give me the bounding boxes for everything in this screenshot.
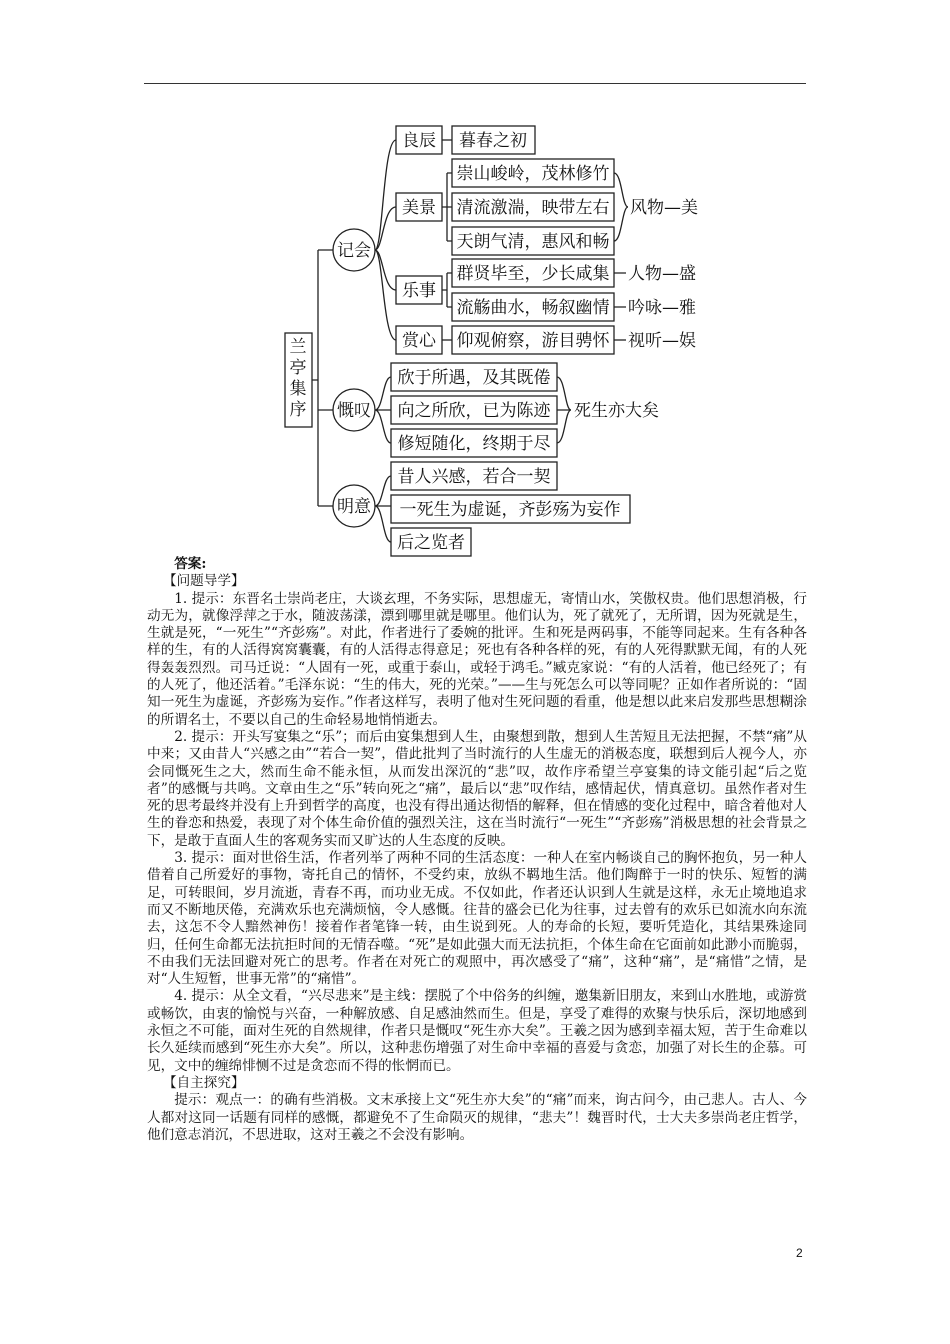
mingyi-item-3: 后之览者 (397, 533, 465, 553)
gaitan-brace (375, 377, 391, 443)
leshi-summary-1: 人物—盛 (628, 264, 696, 284)
answer-section (147, 556, 807, 1144)
gaitan-summary-brace (557, 377, 571, 443)
meijing-item-3: 天朗气清，惠风和畅 (456, 232, 610, 252)
root-char-2: 亭 (289, 358, 307, 378)
answer-paragraph-1: 1. 提示：东晋名士崇尚老庄，大谈玄理，不务实际，思想虚无，寄情山水，笑傲权贵。他们思想消极，行动无为，就像浮萍之于水，随波荡漾，漂到哪里就是哪里。他们认为，死了就死了，无所谓，因为死就是生，生就是死，“一死生”“齐彭殇”。对此，作者进行了委婉的批评。生和死是两码事，不能等同起来。生有各种各样的生，有的人活得窝窝囊囊，有的人活得志得意足；死也有各种各样的死，有的人死得默默无闻，有的人死得轰轰烈烈。司马迁说：“人固有一死，或重于泰山，或轻于鸿毛。”臧克家说：“有的人活着，他已经死了；有的人死了，他还活着。”毛泽东说：“生的伟大，死的光荣。”——生与死怎么可以等同呢？正如作者所说的：“固知一死生为虚诞，齐彭殇为妄作。”作者这样写，表明了他对生死问题的看重，他是想以此来启发那些思想糊涂的所谓名士，不要以自己的生命轻易地悄悄逝去。 (147, 590, 807, 728)
root-char-3: 集 (289, 379, 307, 399)
section-heading-zizhu: 【自主探究】 (163, 1074, 245, 1091)
leshi-summary-2: 吟咏—雅 (628, 298, 696, 318)
leshi-label: 乐事 (402, 281, 436, 301)
mingyi-label: 明意 (337, 497, 371, 517)
leshi-brace (442, 273, 452, 307)
root-char-4: 序 (289, 400, 307, 420)
liangchen-item: 暮春之初 (459, 131, 527, 151)
leshi-item-2: 流觞曲水，畅叙幽情 (456, 298, 610, 318)
shangxin-label: 赏心 (402, 331, 436, 351)
answer-paragraph-5: 提示：观点一：的确有些消极。文末承接上文“死生亦大矣”的“痛”而来，询古问今，由己悲人。古人、今人都对这同一话题有同样的感慨，都避免不了生命陨灭的规律，“悲夫”！魏晋时代，士大夫多崇尚老庄哲学，他们意志消沉，不思进取，这对王羲之不会没有影响。 (147, 1092, 807, 1143)
root-brace (312, 250, 333, 506)
shangxin-item: 仰观俯察，游目骋怀 (456, 331, 610, 351)
shangxin-summary: 视听—娱 (628, 331, 696, 351)
leshi-summary-lines (614, 273, 626, 307)
gaitan-item-1: 欣于所遇，及其既倦 (397, 368, 551, 388)
answer-paragraph-4: 4. 提示：从全文看，“兴尽悲来”是主线：摆脱了个中俗务的纠缠，邀集新旧朋友，来到山水胜地，或游赏或畅饮，由衷的愉悦与兴奋，一种解放感、自足感油然而生。但是，享受了难得的欢聚与快乐后，深切地感到永恒之不可能，面对生死的自然规律，作者只是慨叹“死生亦大矣”。王羲之因为感到幸福太短，苦于生命难以长久延续而感到“死生亦大矣”。所以，这种悲伤增强了对生命中幸福的喜爱与贪恋，加强了对长生的企慕。可见，文中的缠绵悱恻不过是贪恋而不得的怅惘而已。 (147, 988, 807, 1074)
liangchen-label: 良辰 (402, 131, 436, 151)
page-number: 2 (796, 1246, 803, 1260)
leshi-item-1: 群贤毕至，少长咸集 (456, 264, 610, 284)
root-char-1: 兰 (289, 337, 307, 357)
meijing-item-2: 清流激湍，映带左右 (456, 198, 610, 218)
gaitan-label: 慨叹 (337, 401, 371, 421)
meijing-label: 美景 (402, 198, 436, 218)
answer-paragraph-2: 2. 提示：开头写宴集之“乐”；而后由宴集想到人生，由聚想到散，想到人生苦短且无法把握，不禁“痛”从中来；又由昔人“兴感之由”“若合一契”，借此批判了当时流行的人生虚无的消极态度，联想到后人视今人，亦会同慨死生之大，然而生命不能永恒，从而发出深沉的“悲”叹，故作序希望兰亭宴集的诗文能引起“后之览者”的感慨与共鸣。文章由生之“乐”转向死之“痛”，最后以“悲”叹作结，感情起伏，情真意切。虽然作者对生死的思考最终并没有上升到哲学的高度，也没有得出通达彻悟的解释，但在情感的变化过程中，暗含着他对人生的眷恋和热爱，表现了对个体生命价值的强烈关注，这在当时流行“一死生”“齐彭殇”消极思想的社会背景之下，是敢于直面人生的客观务实而又旷达的人生态度的反映。 (147, 728, 807, 849)
gaitan-item-2: 向之所欣，已为陈迹 (397, 401, 551, 421)
answer-paragraph-3: 3. 提示：面对世俗生活，作者列举了两种不同的生活态度：一种人在室内畅谈自己的胸怀抱负，另一种人借着自己所爱好的事物，寄托自己的情怀，不受约束，放纵不羁地生活。他们陶醉于一时的快乐、短暂的满足，可转眼间，岁月流逝，青春不再，而功业无成。不仅如此，作者还认识到人生就是这样，永无止境地追求而又不断地厌倦，充满欢乐也充满烦恼，令人感慨。往昔的盛会已化为往事，过去曾有的欢乐已如流水向东流去，这怎不令人黯然神伤！接着作者笔锋一转，由生说到死。人的寿命的长短，要听凭造化，其结果殊途同归，任何生命都无法抗拒时间的无情吞噬。“死”是如此强大而无法抗拒，个体生命在它面前如此渺小而脆弱，不由我们无法回避对死亡的思考。作者在对死亡的观照中，再次感受了“痛”，这种“痛”，是“痛惜”之情，是对“人生短暂，世事无常”的“痛惜”。 (147, 850, 807, 988)
meijing-summary: 风物—美 (630, 198, 698, 218)
meijing-summary-brace (614, 173, 628, 241)
gaitan-item-3: 修短随化，终期于尽 (397, 434, 551, 454)
meijing-brace (442, 173, 452, 241)
mingyi-item-1: 昔人兴感，若合一契 (397, 467, 551, 487)
gaitan-summary: 死生亦大矣 (574, 401, 659, 421)
mingyi-brace (375, 476, 391, 542)
meijing-item-1: 崇山峻岭，茂林修竹 (456, 164, 610, 184)
mingyi-item-2: 一死生为虚诞，齐彭殇为妄作 (399, 500, 621, 520)
section-heading-wenti: 【问题导学】 (163, 573, 245, 590)
answer-title: 答案: (174, 556, 207, 572)
jihui-brace (375, 140, 396, 340)
structure-diagram (0, 0, 950, 560)
jihui-label: 记会 (337, 241, 371, 261)
